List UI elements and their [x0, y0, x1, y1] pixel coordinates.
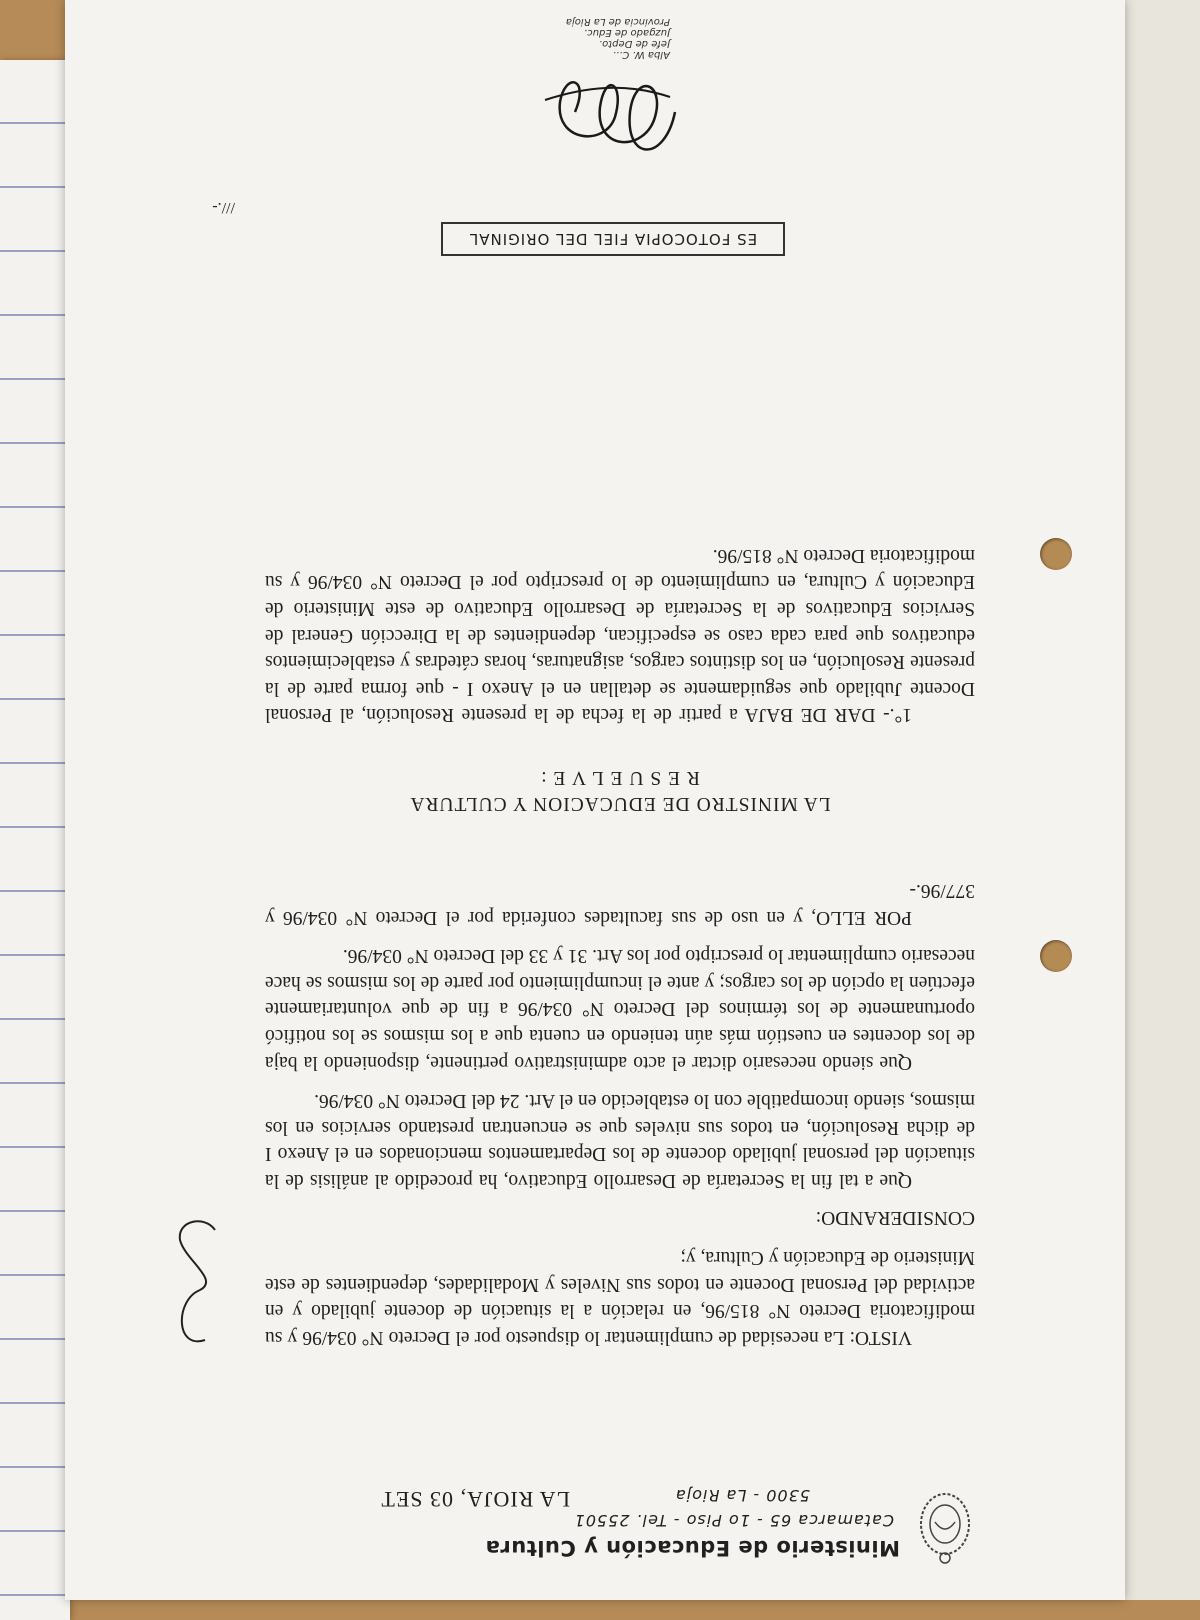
punch-hole-top [1040, 940, 1072, 972]
ministry-title: Ministerio de Educación y Cultura [485, 1536, 900, 1560]
resuelve-heading: R E S U E L V E : [540, 766, 700, 788]
document-page [65, 0, 1125, 1600]
visto-paragraph: VISTO: La necesidad de cumplimentar lo dispuesto por el Decreto N° 034/96 y su modificatoria Decreto N° 815/96, en relación a la situación de docente jubilado y en actividad del Personal Docente en todos sus Niveles y Modalidades, dependientes de este Ministerio de Educación y Cultura, y; [265, 1247, 975, 1348]
signature-caption: Alba W. C... Jefe de Depto. Juzgado de Educ. Provincia de La Rioja [565, 16, 670, 60]
coat-of-arms-seal [915, 1486, 975, 1566]
continuation-mark: ///.- [212, 199, 235, 216]
article-1: 1°.- DAR DE BAJA a partir de la fecha de la presente Resolución, al Personal Docente Jubilado que seguidamente se detallan en el Anexo I - que forma parte de la presente Resolución, en los distintos cargos, asignaturas, horas cátedras y establecimientos educativos que para cada caso se especifican, dependientes de la Dirección General de Servicios Educativos de la Secretaría de Desarrollo Educativo de este Ministerio de Educación y Cultura, en cumplimiento de lo prescripto por el Decreto N° 034/96 y su modificatoria Decreto N° 815/96. [265, 544, 975, 726]
resolution-body [265, 541, 975, 1350]
punch-hole-bottom [1040, 538, 1072, 570]
ministry-address: Catamarca 65 - 1o Piso - Tel. 25501 [573, 1511, 894, 1530]
handwritten-signature [535, 62, 685, 172]
por-ello-paragraph: POR ELLO, y en uso de sus facultades conferida por el Decreto N° 034/96 y 377/96.- [265, 880, 975, 928]
considerando-heading: CONSIDERANDO: [815, 1206, 975, 1228]
certified-copy-stamp: ES FOTOCOPIA FIEL DEL ORIGINAL [441, 222, 785, 256]
considerando-paragraph-1: Que a tal fin la Secretaría de Desarrollo Educativo, ha procedido al análisis de la situación del personal jubilado docente de los Departamentos mencionados en el Anexo I de dicha Resolución, en todos sus niveles que se encuentran prestando servicios en los mismos, siendo incompatible con lo establecido en el Art. 24 del Decreto N° 034/96. [265, 1090, 975, 1192]
handwritten-mark [165, 1210, 225, 1360]
authority-heading: LA MINISTRO DE EDUCACION Y CULTURA [409, 793, 831, 815]
place-date: LA RIOJA, 03 SET [380, 1487, 570, 1512]
document-content [65, 0, 1125, 1600]
ministry-city: 5300 - La Rioja [674, 1486, 810, 1505]
considerando-paragraph-2: Que siendo necesario dictar el acto administrativo pertinente, disponiendo la baja de los docentes en cuestión más aún teniendo en cuenta que a los mismos se los notificó oportunamente de los términos del Decreto N° 034/96 a fin de que voluntariamente efectúen la opción de los cargos; y ante el incumplimiento por parte de los mismos se hace necesario cumplimentar lo prescripto por los Art. 31 y 33 del Decreto N° 034/96. [265, 945, 975, 1073]
background-lined-sheet [0, 60, 70, 1620]
